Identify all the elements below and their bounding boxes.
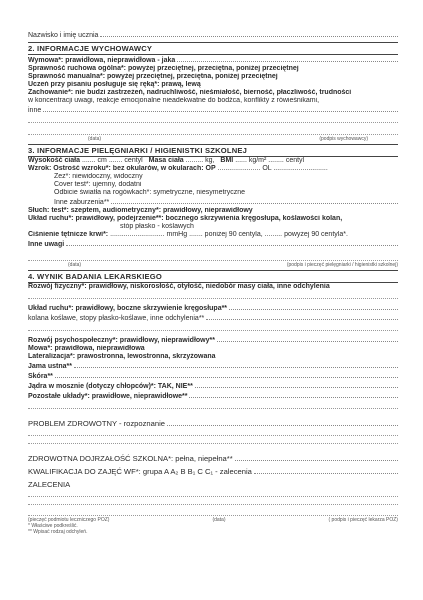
health-problem-line-2[interactable] xyxy=(28,428,398,436)
lateralization: Lateralizacja*: prawostronna, lewostronna, skrzyżowana xyxy=(28,353,216,360)
health-problem-label: PROBLEM ZDROWOTNY - rozpoznanie xyxy=(28,419,166,428)
recommendations-label: ZALECENIA xyxy=(28,480,71,489)
above-90-label: powyżej 90 centyla*. xyxy=(284,231,348,238)
physical-development-field[interactable] xyxy=(28,291,398,299)
health-problem-line-3[interactable] xyxy=(28,436,398,444)
blood-pressure-row xyxy=(28,231,398,239)
section-2-caption xyxy=(28,136,398,142)
blood-pressure-label: Ciśnienie tętnicze krwi*: xyxy=(28,231,109,238)
motor-system-label: Układ ruchu*: prawidłowy, podejrzenie**: bocznego skrzywienia kręgosłupa, koślawości kolan, xyxy=(28,215,343,222)
measurements-row xyxy=(28,157,398,165)
footnote-1: * Właściwe podkreślić. xyxy=(28,523,78,529)
motor-system-doc-field-2[interactable] xyxy=(206,313,398,320)
flat-feet: stóp płasko - koślawych xyxy=(120,223,194,230)
other-systems-row xyxy=(28,391,398,401)
manual-skills: Sprawność manualna*: powyżej przeciętnej, przeciętna, poniżej przeciętnej xyxy=(28,73,278,80)
vision-ol-label: OL xyxy=(262,165,272,172)
height-centile-label: centyl xyxy=(124,157,143,164)
height-centile-field[interactable]: ....... xyxy=(108,157,123,164)
behavior-other-field[interactable] xyxy=(43,105,398,112)
health-form-page xyxy=(28,30,398,535)
clinic-stamp-caption: (pieczęć podmiotu leczniczego POZ) xyxy=(28,517,110,523)
footer-date-caption: (data) xyxy=(212,517,226,523)
other-notes-row xyxy=(28,239,398,249)
health-problem-row xyxy=(28,419,398,428)
section-3-caption xyxy=(28,262,398,268)
cover-test: Cover test*: ujemny, dodatni xyxy=(54,181,142,188)
teacher-signature-caption: (podpis wychowawcy) xyxy=(319,136,368,142)
footnote-2: ** Wpisać rodzaj odchyleń. xyxy=(28,529,88,535)
student-name-row xyxy=(28,30,398,40)
psychosocial-label: Rozwój psychospołeczny*: prawidłowy, nieprawidłowy** xyxy=(28,337,215,344)
oral-cavity-row xyxy=(28,361,398,371)
skin-label: Skóra** xyxy=(28,373,53,380)
pe-qualification-field[interactable] xyxy=(254,467,398,474)
signature-line-sec3[interactable] xyxy=(28,253,398,261)
bmi-centile-label: centyl xyxy=(285,157,305,164)
student-name-field[interactable] xyxy=(100,30,398,37)
other-systems-field[interactable] xyxy=(189,391,398,398)
blood-pressure-unit: mmHg xyxy=(166,231,188,238)
testes-field[interactable] xyxy=(195,381,398,388)
bmi-field[interactable]: ...... xyxy=(235,157,247,164)
general-motor-skills: Sprawność ruchowa ogólna*: powyżej przeciętnej, przeciętna, poniżej przeciętnej xyxy=(28,65,299,72)
oral-cavity-label: Jama ustna** xyxy=(28,363,72,370)
section-4-title: 4. WYNIK BADANIA LEKARSKIEGO xyxy=(28,270,398,283)
other-disorders-label: Inne zaburzenia** xyxy=(54,199,110,206)
weight-unit: kg, xyxy=(205,157,215,164)
oral-cavity-field[interactable] xyxy=(74,361,398,368)
doctor-signature-caption: ( podpis i pieczęć lekarza POZ) xyxy=(328,517,398,523)
behavior-line-1: Zachowanie*: nie budzi zastrzeżeń, nadruchliwość, nieśmiałość, bierność, płaczliwość, trudności xyxy=(28,89,352,96)
below-90-label: poniżej 90 centyla, xyxy=(204,231,263,238)
behavior-other-row xyxy=(28,105,398,115)
motor-system-doc-row xyxy=(28,303,398,313)
height-label: Wysokość ciała xyxy=(28,157,81,164)
hearing-row xyxy=(28,207,398,215)
motor-system-doc-field[interactable] xyxy=(229,303,398,310)
speech-label: Wymowa*: prawidłowa, nieprawidłowa - jaka xyxy=(28,57,176,64)
vision-label: Wzrok: Ostrość wzroku*: bez okularów, w okularach: OP xyxy=(28,165,216,172)
psychosocial-row xyxy=(28,335,398,345)
motor-system-doc-row-2 xyxy=(28,313,398,323)
height-field[interactable]: ....... xyxy=(81,157,96,164)
behavior-extra-line[interactable] xyxy=(28,115,398,123)
strabismus: Zez*: niewidoczny, widoczny xyxy=(54,173,143,180)
other-disorders-field[interactable] xyxy=(111,197,398,204)
bmi-label: BMI xyxy=(220,157,234,164)
behavior-line-2: w koncentracji uwagi, reakcje emocjonalne nieadekwatne do bodźca, konflikty z rówieśnikami, xyxy=(28,97,320,104)
physical-development-label: Rozwój fizyczny*: prawidłowy, niskorosłość, otyłość, niedobór masy ciała, inne odchylenia xyxy=(28,283,330,290)
speech-doc: Mowa*: prawidłowa, nieprawidłowa xyxy=(28,345,145,352)
speech-row xyxy=(28,55,398,65)
corneal-reflex: Odbicie światła na rogówkach*: symetryczne, niesymetryczne xyxy=(54,189,246,196)
testes-label: Jądra w mosznie (dotyczy chłopców)*: TAK, NIE** xyxy=(28,383,193,390)
school-readiness-row xyxy=(28,454,398,463)
date-caption: (data) xyxy=(88,136,102,142)
recommendations-line-1[interactable] xyxy=(28,489,398,497)
other-disorders-row xyxy=(28,197,398,207)
hearing-label: Słuch: test*: szeptem, audiometryczny*: prawidłowy, nieprawidłowy xyxy=(28,207,253,214)
other-notes-label: Inne uwagi xyxy=(28,241,65,248)
vision-op-field[interactable]: ...................... xyxy=(217,165,261,172)
physical-development xyxy=(28,283,398,291)
testes-row xyxy=(28,381,398,391)
weight-field[interactable]: ......... xyxy=(185,157,204,164)
skin-row xyxy=(28,371,398,381)
motor-extra-line[interactable] xyxy=(28,323,398,331)
motor-system-doc-label: Układ ruchu*: prawidłowy, boczne skrzywienie kręgosłupa** xyxy=(28,305,228,312)
vision-ol-field[interactable]: ............................ xyxy=(273,165,328,172)
skin-field[interactable] xyxy=(55,371,398,378)
pe-qualification-row xyxy=(28,467,398,476)
writing-hand: Uczeń przy pisaniu posługuje się ręką*: prawą, lewą xyxy=(28,81,201,88)
section-2-title: 2. INFORMACJE WYCHOWAWCY xyxy=(28,42,398,55)
below-90-field[interactable]: ....... xyxy=(189,231,203,238)
section-3-title: 3. INFORMACJE PIELĘGNIARKI / HIGIENISTKI SZKOLNEJ xyxy=(28,144,398,157)
date-caption-sec3: (data) xyxy=(68,262,82,268)
nurse-signature-caption: (podpis i pieczęć pielęgniarki / higienistki szkolnej) xyxy=(286,262,398,268)
footer-captions xyxy=(28,515,398,523)
other-notes-field[interactable] xyxy=(66,239,398,246)
pe-qualification-label: KWALIFIKACJA DO ZAJĘĆ WF*: grupa A A₂ B B₁ C C₁ - zalecenia xyxy=(28,467,252,476)
student-name-label: Nazwisko i imię ucznia xyxy=(28,32,99,39)
above-90-field[interactable]: ......... xyxy=(264,231,283,238)
motor-system-doc-label-2: kolana koślawe, stopy płasko-koślawe, inne odchylenia** xyxy=(28,315,205,322)
psychosocial-field[interactable] xyxy=(217,335,398,342)
recommendations-line-2[interactable] xyxy=(28,497,398,505)
height-unit: cm xyxy=(97,157,107,164)
bmi-unit: kg/m² xyxy=(248,157,267,164)
blood-pressure-field[interactable]: ............................ xyxy=(110,231,165,238)
school-readiness-label: ZDROWOTNA DOJRZAŁOŚĆ SZKOLNA*: pełna, niepełna** xyxy=(28,454,233,463)
health-problem-field[interactable] xyxy=(167,419,398,426)
weight-label: Masa ciała xyxy=(148,157,184,164)
behavior-other-label: inne xyxy=(28,107,42,114)
other-systems-label: Pozostałe układy*: prawidłowe, nieprawidłowe** xyxy=(28,393,188,400)
other-systems-extra[interactable] xyxy=(28,401,398,409)
vision-row xyxy=(28,165,398,173)
school-readiness-field[interactable] xyxy=(235,454,398,461)
speech-field[interactable] xyxy=(177,55,398,62)
signature-line-sec2[interactable] xyxy=(28,127,398,135)
bmi-centile-field[interactable]: ........ xyxy=(268,157,284,164)
motor-system-row xyxy=(28,215,398,223)
